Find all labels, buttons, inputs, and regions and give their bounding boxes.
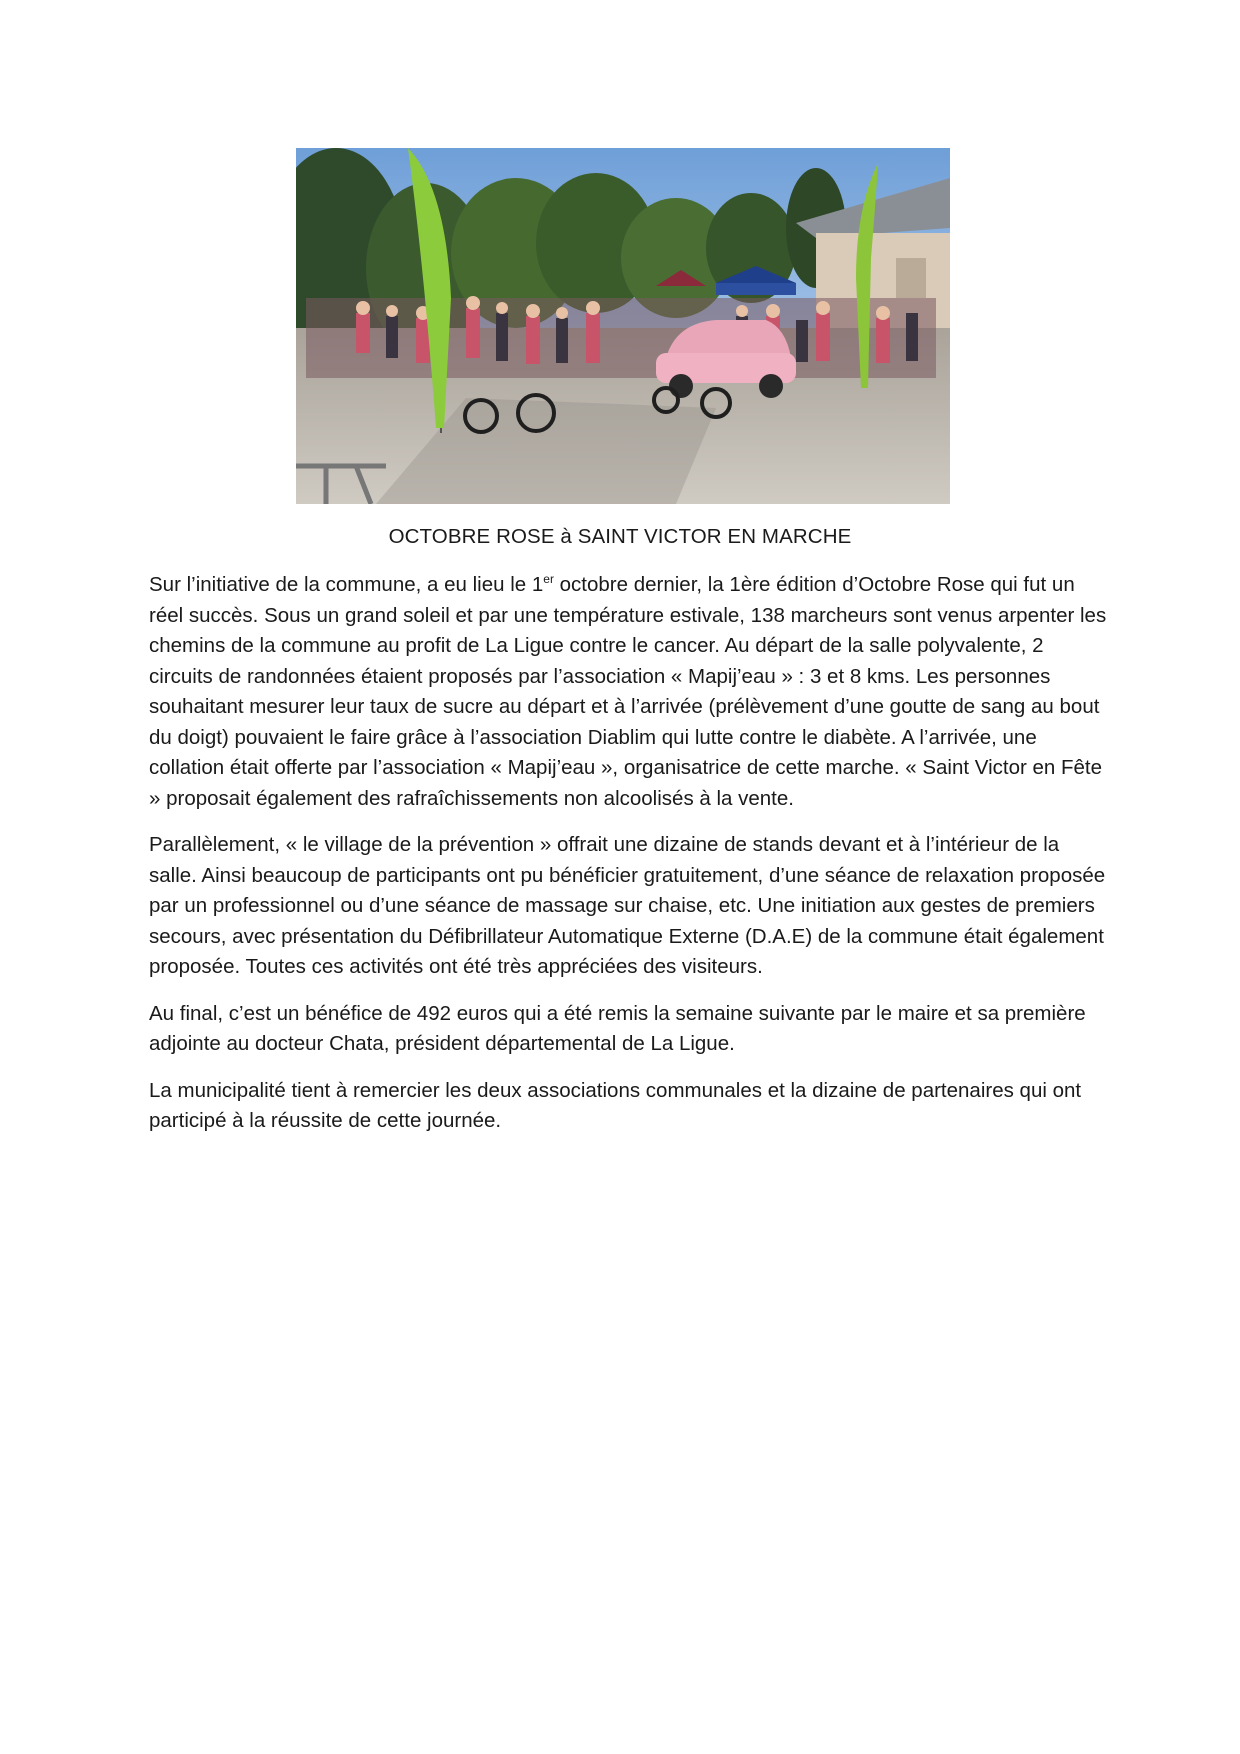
article-body — [149, 570, 1109, 1153]
paragraph-3: Au final, c’est un bénéfice de 492 euros qui a été remis la semaine suivante par le maire et sa première adjointe au docteur Chata, président départemental de La Ligue. — [149, 1001, 1086, 1055]
paragraph-1 — [149, 570, 1109, 814]
article-title: OCTOBRE ROSE à SAINT VICTOR EN MARCHE — [388, 525, 852, 548]
event-photo — [296, 148, 950, 504]
p1-text-start: Sur l’initiative de la commune, a eu lieu le 1 — [149, 573, 544, 596]
paragraph-4: La municipalité tient à remercier les deux associations communales et la dizaine de partenaires qui ont participé à la réussite de cette journée. — [149, 1078, 1082, 1132]
paragraph-2: Parallèlement, « le village de la prévention » offrait une dizaine de stands devant et à l’intérieur de la salle. Ainsi beaucoup de participants ont pu bénéficier gratuitement, d’une séance de relaxation proposée par un professionnel ou d’une séance de massage sur chaise, etc. Une initiation aux gestes de premiers secours, avec présentation du Défibrillateur Automatique Externe (D.A.E) de la commune était également proposée. Toutes ces activités ont été très appréciées des visiteurs. — [149, 833, 1106, 978]
group-event-photo-icon — [296, 148, 950, 504]
p1-text-end: octobre dernier, la 1ère édition d’Octobre Rose qui fut un réel succès. Sous un grand soleil et par une température estivale, 138 marcheurs sont venus arpenter les chemins de la commune au profit de La Ligue contre le cancer. Au départ de la salle polyvalente, 2 circuits de randonnées étaient proposés par l’association « Mapij’eau » : 3 et 8 kms. Les personnes souhaitant mesurer leur taux de sucre au départ et à l’arrivée (prélèvement d’une goutte de sang au bout du doigt) pouvaient le faire grâce à l’association Diablim qui lutte contre le diabète. A l’arrivée, une collation était offerte par l’association « Mapij’eau », organisatrice de cette marche. « Saint Victor en Fête » proposait également des rafraîchissements non alcoolisés à la vente. — [149, 573, 1107, 810]
ordinal-superscript: er — [543, 572, 554, 586]
